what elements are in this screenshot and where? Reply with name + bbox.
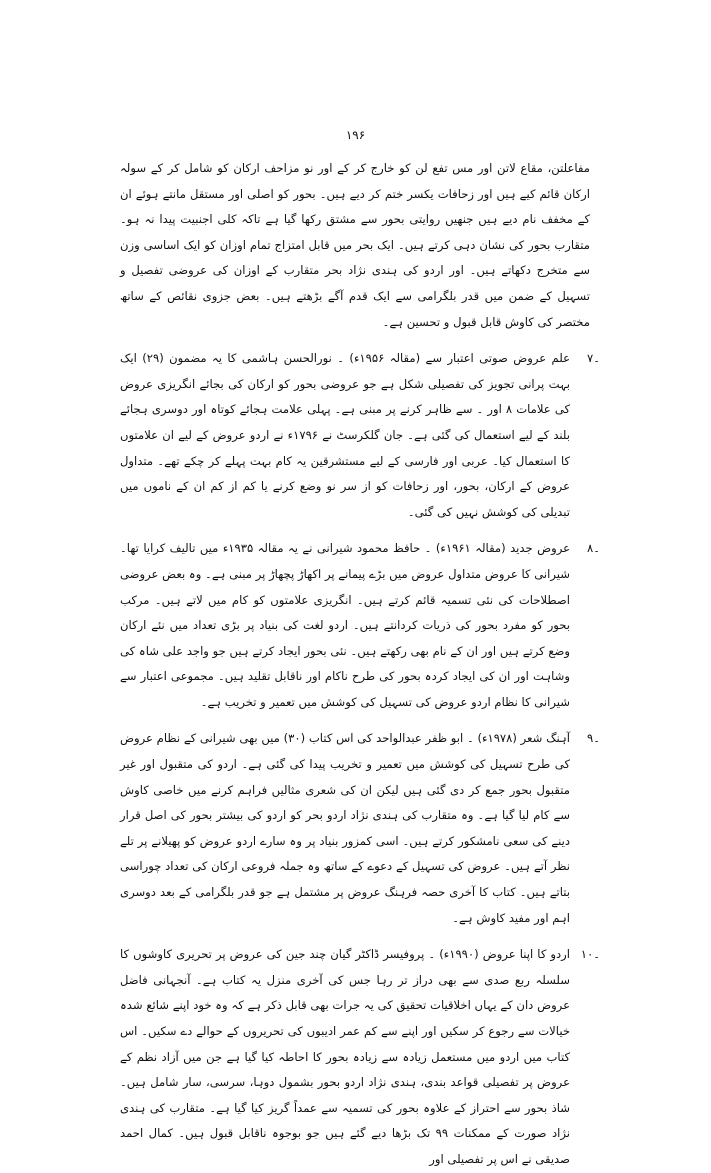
- item-number: ۹۔: [586, 731, 600, 746]
- item-text: عروض جدید (مقالہ ۱۹۶۱ء) ۔ حافظ محمود شیرانی نے یہ مقالہ ۱۹۳۵ء میں تالیف کرایا تھا۔ شیرانی کا عروض متداول عروض میں بڑے پیمانے پر اکھاڑ پچھاڑ پر مبنی ہے۔ وہ بعض عروضی اصطلاحات کی نئی تسمیہ قائم کرتے ہیں۔ انگریزی علامتوں کو کام میں لاتے ہیں۔ مرکب بحور کو مفرد بحور کی ذریات کردانتے ہیں۔ اردو لغت کی بنیاد پر بڑی تعداد میں نئے ارکان وضع کرتے ہیں اور ان کے نام بھی رکھتے ہیں۔ نئی بحور ایجاد کرتے ہیں جو واجد علی شاہ کی وشاہت اور ان کی ایجاد کردہ بحور کی طرح ناکام اور ناقابل تقلید ہیں۔ مجموعی اعتبار سے شیرانی کا نظام اردو عروض کی تسہیل کی کوشش میں تعمیر و تخریب ہے۔: [120, 541, 571, 709]
- numbered-item: [120, 726, 600, 931]
- item-number: ۱۰۔: [580, 947, 600, 962]
- numbered-item: [120, 942, 600, 1172]
- item-number: ۸۔: [586, 541, 600, 556]
- numbered-item: [120, 536, 600, 715]
- paragraph-gap: [120, 931, 590, 942]
- item-number: ۷۔: [586, 351, 600, 366]
- item-text: علم عروض صوتی اعتبار سے (مقالہ ۱۹۵۶ء) ۔ نورالحسن ہاشمی کا یہ مضمون (۲۹) ایک بہت پرانی تجویز کی تفصیلی شکل ہے جو عروضی بحور کو ارکان کی بجائے انگریزی عروض کی علامات ۸ اور ۔ سے ظاہر کرنے پر مبنی ہے۔ پہلی علامت ہجائے کوتاہ اور دوسری ہجائے بلند کے لیے استعمال کی گئی ہے۔ جان گلکرسٹ نے ۱۷۹۶ء نے اردو عروض کے لیے ان علامتوں کا استعمال کیا۔ عربی اور فارسی کے لیے مستشرقین یہ کام بہت پہلے کر چکے تھے۔ متداول عروض کے ارکان، بحور، اور زحافات کو از سر نو وضع کرنے یا کم از کم ان کے ناموں میں تبدیلی کی کوشش نہیں کی گئی۔: [120, 351, 570, 519]
- page-number: ۱۹۶: [345, 128, 366, 142]
- numbered-item: [120, 346, 600, 525]
- item-text: اردو کا اپنا عروض (۱۹۹۰ء) ۔ پروفیسر ڈاکٹر گیان چند جین کی عروض پر تحریری کاوشوں کا سلسلہ ربع صدی سے بھی دراز تر رہا جس کی آخری منزل یہ کتاب ہے۔ آنجہانی فاضل عروض دان کے یہاں اخلاقیات تحقیق کی یہ جرات بھی قابل ذکر ہے کہ وہ خود اپنے شائع شدہ خیالات سے رجوع کر سکیں اور اپنے سے کم عمر ادیبوں کی تحریروں کے حوالے دے سکیں۔ اس کتاب میں اردو میں مستعمل زیادہ سے زیادہ بحور کا احاطہ کیا گیا ہے جن میں آزاد نظم کے عروض پر تفصیلی قواعد بندی، ہندی نژاد اردو بحور بشمول دوہا، سرسی، سار شامل ہیں۔ شاذ بحور سے احتراز کے علاوہ بحور کی تسمیہ سے عمداً گریز کیا گیا ہے۔ متقارب کی ہندی نژاد صورت کے ممکنات ۹۹ تک بڑھا دیے گئے ہیں جو بوجوہ ناقابل قبول ہیں۔ کمال احمد صدیقی نے اس پر تفصیلی اور: [120, 947, 571, 1166]
- intro-paragraph: مفاعلتن، مقاع لاتن اور مس تفع لن کو خارج کر کے اور نو مزاحف ارکان کو شامل کر کے سولہ ارکان قائم کیے ہیں اور زحافات یکسر ختم کر دیے ہیں۔ بحور کو اصلی اور مستقل مانتے ہوئے ان کے مخفف نام دیے ہیں جنھیں روایتی بحور سے مشتق رکھا گیا ہے تاکہ کلی اجنبیت پیدا نہ ہو۔ متقارب بحور کی نشان دہی کرتے ہیں۔ ایک بحر میں قابل امتزاج تمام اوزان کو ایک اساسی وزن سے متخرج دکھاتے ہیں۔ اور اردو کی ہندی نژاد بحر متقارب کے اوزان کی عروضی تفصیل و تسہیل کے ضمن میں قدر بلگرامی سے ایک قدم آگے بڑھتے ہیں۔ بعض جزوی نقائص کے ساتھ مختصر کی کاوش قابل قبول و تحسین ہے۔: [120, 161, 590, 329]
- paragraph-gap: [120, 335, 590, 346]
- paragraph-gap: [120, 715, 590, 726]
- page-body: [120, 156, 600, 1173]
- paragraph-gap: [120, 525, 590, 536]
- item-text: آہنگ شعر (۱۹۷۸ء) ۔ ابو ظفر عبدالواحد کی اس کتاب (۳۰) میں بھی شیرانی کے نظام عروض کی طرح تسہیل کی کوشش میں تعمیر و تخریب پیدا کی گئی ہے۔ اردو کی متقبول اور غیر متقبول بحور جمع کر دی گئی ہیں لیکن ان کی شعری مثالیں فراہم کرنے میں خاصی کاوش سے کام لیا گیا ہے۔ وہ متقارب کی ہندی نژاد اردو بحر کو اردو کی بیشتر بحور کی اصل قرار دینے کی سعی نامشکور کرتے ہیں۔ اسی کمزور بنیاد پر وہ سارے اردو عروض کو پھیلانے پر تلے نظر آتے ہیں۔ عروض کی تسہیل کے دعوے کے ساتھ وہ جملہ فروعی ارکان کی تعداد چوراسی بتاتے ہیں۔ کتاب کا آخری حصہ فرہنگ عروض پر مشتمل ہے جو قدر بلگرامی کے بعد دوسری اہم اور مفید کاوش ہے۔: [120, 731, 570, 925]
